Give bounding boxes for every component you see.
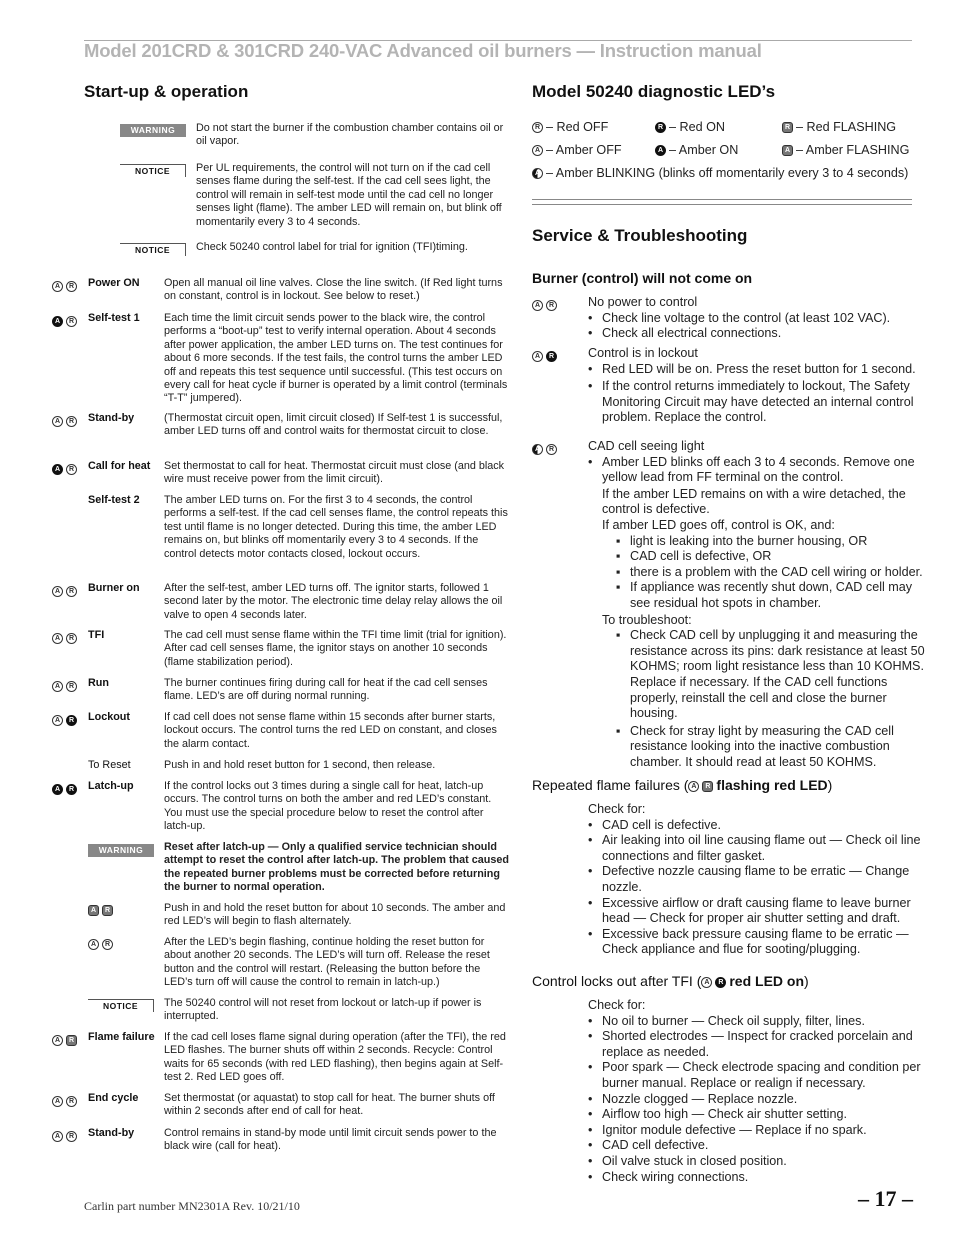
amber-off-icon: A bbox=[52, 715, 63, 726]
led-pair bbox=[52, 313, 80, 331]
step-text: Push in and hold reset button for 1 second, then release. bbox=[164, 759, 436, 771]
red-flashing-icon: R bbox=[66, 1035, 77, 1046]
led-pair bbox=[88, 902, 116, 920]
led-pair bbox=[532, 297, 560, 315]
step-text: If the cad cell loses flame signal during operation (after the TFI), the red LED flashes. The burner shuts off within 2 seconds. Recycle: Control waits for 65 seconds (with red LED flashing), then begins again at Self-test 2. Red LED goes off. bbox=[164, 1031, 506, 1084]
tfi-heading: Control locks out after TFI ( A R red LED on) bbox=[532, 973, 809, 989]
led-pair bbox=[532, 441, 560, 459]
red-off-icon: R bbox=[532, 122, 543, 133]
red-off-icon: R bbox=[66, 464, 77, 475]
amber-on-icon: A bbox=[52, 316, 63, 327]
amber-on-icon: A bbox=[52, 784, 63, 795]
check-for: Check for: bbox=[588, 802, 646, 816]
led-pair bbox=[52, 1093, 80, 1111]
notice-tag: NOTICE bbox=[120, 243, 186, 256]
step-label: TFI bbox=[88, 629, 105, 641]
red-off-icon: R bbox=[102, 939, 113, 950]
amber-off-icon: A bbox=[701, 977, 712, 988]
list-item: ▪ If appliance was recently shut down, CAD cell may see residual hot spots in chamber. bbox=[616, 580, 933, 611]
step-label: Flame failure bbox=[88, 1031, 155, 1043]
step-label: Self-test 2 bbox=[88, 494, 140, 506]
amber-on-icon: A bbox=[655, 145, 666, 156]
red-flashing-icon: R bbox=[102, 905, 113, 916]
legend-amber-off: A – Amber OFF bbox=[532, 143, 622, 159]
step-text: Set thermostat to call for heat. Thermostat circuit must close (and black wire must receive power from the limit circuit). bbox=[164, 460, 505, 486]
list-item: • Check all electrical connections. bbox=[588, 326, 933, 342]
red-on-icon: R bbox=[66, 784, 77, 795]
cad-if-goes-off: If amber LED goes off, control is OK, and: bbox=[602, 517, 835, 532]
footer-part-number: Carlin part number MN2301A Rev. 10/21/10 bbox=[84, 1199, 300, 1213]
list-item: • CAD cell defective. bbox=[588, 1138, 933, 1154]
amber-off-icon: A bbox=[52, 281, 63, 292]
step-label: Stand-by bbox=[88, 412, 135, 424]
startup-heading: Start-up & operation bbox=[84, 82, 249, 101]
tfi-block bbox=[588, 998, 933, 1185]
amber-off-icon: A bbox=[88, 939, 99, 950]
amber-off-icon: A bbox=[532, 300, 543, 311]
red-off-icon: R bbox=[66, 416, 77, 427]
warning-text: Do not start the burner if the combustion chamber contains oil or oil vapor. bbox=[196, 122, 504, 148]
list-item: • Ignitor module defective — Replace if no spark. bbox=[588, 1123, 933, 1139]
repeated-block bbox=[588, 802, 933, 958]
list-item: • No oil to burner — Check oil supply, filter, lines. bbox=[588, 1014, 933, 1030]
red-off-icon: R bbox=[546, 444, 557, 455]
list-item: • Nozzle clogged — Replace nozzle. bbox=[588, 1092, 933, 1108]
led-pair bbox=[52, 630, 80, 648]
red-on-icon: R bbox=[546, 351, 557, 362]
step-text: Push in and hold the reset button for about 10 seconds. The amber and red LED’s will begin to flash alternately. bbox=[164, 902, 506, 928]
divider bbox=[532, 204, 912, 205]
step-text: (Thermostat circuit open, limit circuit closed) If Self-test 1 is successful, amber LED turns off and control waits for thermostat circuit to close. bbox=[164, 412, 503, 438]
list-item: ▪ there is a problem with the CAD cell wiring or holder. bbox=[616, 565, 933, 581]
legend-amber-on: A – Amber ON bbox=[655, 143, 738, 159]
notice-text: Check 50240 control label for trial for ignition (TFI)timing. bbox=[196, 241, 468, 253]
led-pair bbox=[52, 781, 80, 799]
list-item: • Airflow too high — Check air shutter setting. bbox=[588, 1107, 933, 1123]
red-off-icon: R bbox=[66, 281, 77, 292]
list-item: ▪ Check for stray light by measuring the CAD cell resistance looking into the inactive combustion chamber. It should read at least 50 KOHMS. bbox=[616, 724, 933, 771]
step-text: After the self-test, amber LED turns off. The ignitor starts, followed 1 second later by the motor. The electronic time delay relay allows the oil valve to open 4 seconds later. bbox=[164, 582, 503, 621]
amber-off-icon: A bbox=[532, 351, 543, 362]
lockout-title: Control is in lockout bbox=[588, 346, 698, 360]
list-item: • Poor spark — Check electrode spacing and condition per burner manual. Replace or realign if necessary. bbox=[588, 1060, 933, 1091]
legend-amber-flashing: A – Amber FLASHING bbox=[782, 143, 909, 159]
no-power-title: No power to control bbox=[588, 295, 698, 309]
cad-title: CAD cell seeing light bbox=[588, 439, 705, 453]
step-label: Power ON bbox=[88, 277, 140, 289]
amber-blinking-icon: A bbox=[532, 444, 543, 455]
step-label: To Reset bbox=[88, 759, 131, 771]
page-number: – 17 – bbox=[858, 1186, 913, 1211]
list-item: • Air leaking into oil line causing flame out — Check oil line connections and filter gasket. bbox=[588, 833, 933, 864]
amber-flashing-icon: A bbox=[88, 905, 99, 916]
service-heading: Service & Troubleshooting bbox=[532, 226, 748, 245]
check-for: Check for: bbox=[588, 998, 646, 1012]
cad-if-remains: If the amber LED remains on with a wire detached, the control is defective. bbox=[602, 486, 906, 517]
led-pair bbox=[52, 712, 80, 730]
led-pair bbox=[52, 678, 80, 696]
amber-off-icon: A bbox=[52, 1131, 63, 1142]
notice-tag: NOTICE bbox=[120, 164, 186, 177]
cad-block bbox=[588, 439, 933, 770]
legend-red-on: R – Red ON bbox=[655, 120, 725, 136]
red-on-icon: R bbox=[66, 715, 77, 726]
notice-text: Per UL requirements, the control will not turn on if the cad cell senses flame during the self-test. If the cad cell sees light, the control will remain in self-test mode until the cad cell no longer senses light (flame). The amber LED will remain on, but blink off momentarily every 3 to 4 seconds. bbox=[196, 162, 502, 228]
cad-troubleshoot: To troubleshoot: bbox=[602, 612, 692, 627]
list-item: ▪ CAD cell is defective, OR bbox=[616, 549, 933, 565]
divider bbox=[532, 199, 912, 200]
list-item: • Check wiring connections. bbox=[588, 1170, 933, 1186]
led-pair bbox=[52, 278, 80, 296]
amber-off-icon: A bbox=[52, 586, 63, 597]
red-flashing-icon: R bbox=[702, 781, 713, 792]
step-text: The burner continues firing during call for heat if the cad cell senses flame. LED’s are off during normal running. bbox=[164, 677, 488, 703]
step-label: Lockout bbox=[88, 711, 130, 723]
step-label: Stand-by bbox=[88, 1127, 135, 1139]
list-item: • Check line voltage to the control (at least 102 VAC). bbox=[588, 311, 933, 327]
led-pair bbox=[88, 936, 116, 954]
step-label: Burner on bbox=[88, 582, 140, 594]
red-flashing-icon: R bbox=[782, 122, 793, 133]
step-text: The 50240 control will not reset from lockout or latch-up if power is interrupted. bbox=[164, 997, 482, 1023]
page-header: Model 201CRD & 301CRD 240-VAC Advanced oil burners — Instruction manual bbox=[84, 40, 762, 61]
step-text: Open all manual oil line valves. Close the line switch. (If Red light turns on constant, control is in lockout. See below to reset.) bbox=[164, 277, 503, 303]
step-label: Call for heat bbox=[88, 460, 151, 472]
amber-off-icon: A bbox=[52, 1035, 63, 1046]
legend-amber-blinking: A – Amber BLINKING (blinks off momentarily every 3 to 4 seconds) bbox=[532, 166, 908, 182]
led-pair bbox=[52, 1128, 80, 1146]
red-off-icon: R bbox=[66, 586, 77, 597]
led-pair bbox=[52, 461, 80, 479]
led-pair bbox=[52, 583, 80, 601]
step-text: After the LED’s begin flashing, continue holding the reset button for about another 20 seconds. The LED’s will turn off. Release the reset button and the control will restart. (Releasing the button before the LED’s turn off will cause the control to remain in latch-up.) bbox=[164, 936, 490, 989]
red-off-icon: R bbox=[66, 1131, 77, 1142]
list-item: • Shorted electrodes — Inspect for cracked porcelain and replace as needed. bbox=[588, 1029, 933, 1060]
diagnostic-heading: Model 50240 diagnostic LED’s bbox=[532, 82, 776, 101]
amber-off-icon: A bbox=[688, 781, 699, 792]
red-off-icon: R bbox=[66, 316, 77, 327]
step-text: Control remains in stand-by mode until limit circuit sends power to the black wire (call for heat). bbox=[164, 1127, 497, 1153]
amber-off-icon: A bbox=[52, 1096, 63, 1107]
step-label: Self-test 1 bbox=[88, 312, 140, 324]
list-item: • Excessive back pressure causing flame to be erratic — Check appliance and flue for sooting/plugging. bbox=[588, 927, 933, 958]
warning-tag: WARNING bbox=[88, 844, 154, 857]
red-on-icon: R bbox=[655, 122, 666, 133]
step-text: Reset after latch-up — Only a qualified service technician should attempt to reset the control after latch-up. The problem that caused the repeated burner problems must be corrected before returning the burner to normal operation. bbox=[164, 841, 509, 894]
step-text: If cad cell does not sense flame within 15 seconds after burner starts, lockout occurs. The control turns the red LED on constant, and closes the alarm contact. bbox=[164, 711, 497, 750]
step-text: If the control locks out 3 times during a single call for heat, latch-up occurs. The control turns on both the amber and red LED’s constant. You must use the special procedure below to reset the control after latch-up. bbox=[164, 780, 492, 833]
list-item: • Amber LED blinks off each 3 to 4 seconds. Remove one yellow lead from FF terminal on the control. bbox=[588, 455, 933, 486]
led-pair bbox=[52, 1032, 80, 1050]
amber-off-icon: A bbox=[532, 145, 543, 156]
list-item: • Excessive airflow or draft causing flame to leave burner head — Check for proper air shutter setting and draft. bbox=[588, 896, 933, 927]
repeated-heading: Repeated flame failures ( A R flashing red LED) bbox=[532, 777, 833, 793]
warning-tag: WARNING bbox=[120, 124, 186, 137]
led-pair bbox=[52, 413, 80, 431]
step-text: Each time the limit circuit sends power to the black wire, the control performs a “boot-up” test to verify internal operation. About 4 seconds after power application, the amber LED turns on. The test continues for about 6 more seconds. If the test fails, the control turns the amber LED off and repeats this test sequence until successful. (This test occurs on every call for heat cycle if burner is operated by a limit control (terminals “T-T” jumpered). bbox=[164, 312, 508, 405]
legend-red-off: R – Red OFF bbox=[532, 120, 608, 136]
list-item: • If the control returns immediately to lockout, The Safety Monitoring Circuit may have detected an internal control problem. Replace the control. bbox=[588, 379, 930, 426]
red-off-icon: R bbox=[66, 681, 77, 692]
amber-flashing-icon: A bbox=[782, 145, 793, 156]
list-item: • Red LED will be on. Press the reset button for 1 second. bbox=[588, 362, 930, 378]
red-off-icon: R bbox=[546, 300, 557, 311]
amber-off-icon: A bbox=[52, 681, 63, 692]
amber-blinking-icon: A bbox=[532, 168, 543, 179]
amber-off-icon: A bbox=[52, 633, 63, 644]
step-text: The cad cell must sense flame within the TFI time limit (trial for ignition). After cad cell senses flame, the ignitor stays on another 10 seconds (flame stabilization period). bbox=[164, 629, 507, 668]
list-item: • Oil valve stuck in closed position. bbox=[588, 1154, 933, 1170]
step-text: Set thermostat (or aquastat) to stop call for heat. The burner shuts off within 2 seconds after end of call for heat. bbox=[164, 1092, 495, 1118]
step-text: The amber LED turns on. For the first 3 to 4 seconds, the control performs a self-test. If the cad cell senses flame, the control repeats this test until flame is no longer detected. During this time, the amber LED remains on, but blinks off momentarily every 3 to 4 seconds. If the control detects motor contacts closed, lockout occurs. bbox=[164, 494, 508, 560]
no-power-block bbox=[588, 295, 933, 342]
led-pair bbox=[532, 348, 560, 366]
amber-off-icon: A bbox=[52, 416, 63, 427]
list-item: ▪ Check CAD cell by unplugging it and measuring the resistance across its pins: dark resistance at least 50 KOHMS; room light resistance less than 10 KOHMS. Replace if necessary. If the CAD cell functions properly, reinstall the cell and close the burner housing. bbox=[616, 628, 933, 722]
step-label: Run bbox=[88, 677, 109, 689]
notice-tag: NOTICE bbox=[88, 999, 154, 1012]
lockout-block bbox=[588, 346, 930, 426]
list-item: ▪ light is leaking into the burner housing, OR bbox=[616, 534, 933, 550]
step-label: Latch-up bbox=[88, 780, 134, 792]
amber-on-icon: A bbox=[52, 464, 63, 475]
red-off-icon: R bbox=[66, 1096, 77, 1107]
red-off-icon: R bbox=[66, 633, 77, 644]
red-on-icon: R bbox=[715, 977, 726, 988]
list-item: • CAD cell is defective. bbox=[588, 818, 933, 834]
legend-red-flashing: R – Red FLASHING bbox=[782, 120, 896, 136]
list-item: • Defective nozzle causing flame to be erratic — Change nozzle. bbox=[588, 864, 933, 895]
burner-heading: Burner (control) will not come on bbox=[532, 270, 753, 286]
step-label: End cycle bbox=[88, 1092, 139, 1104]
